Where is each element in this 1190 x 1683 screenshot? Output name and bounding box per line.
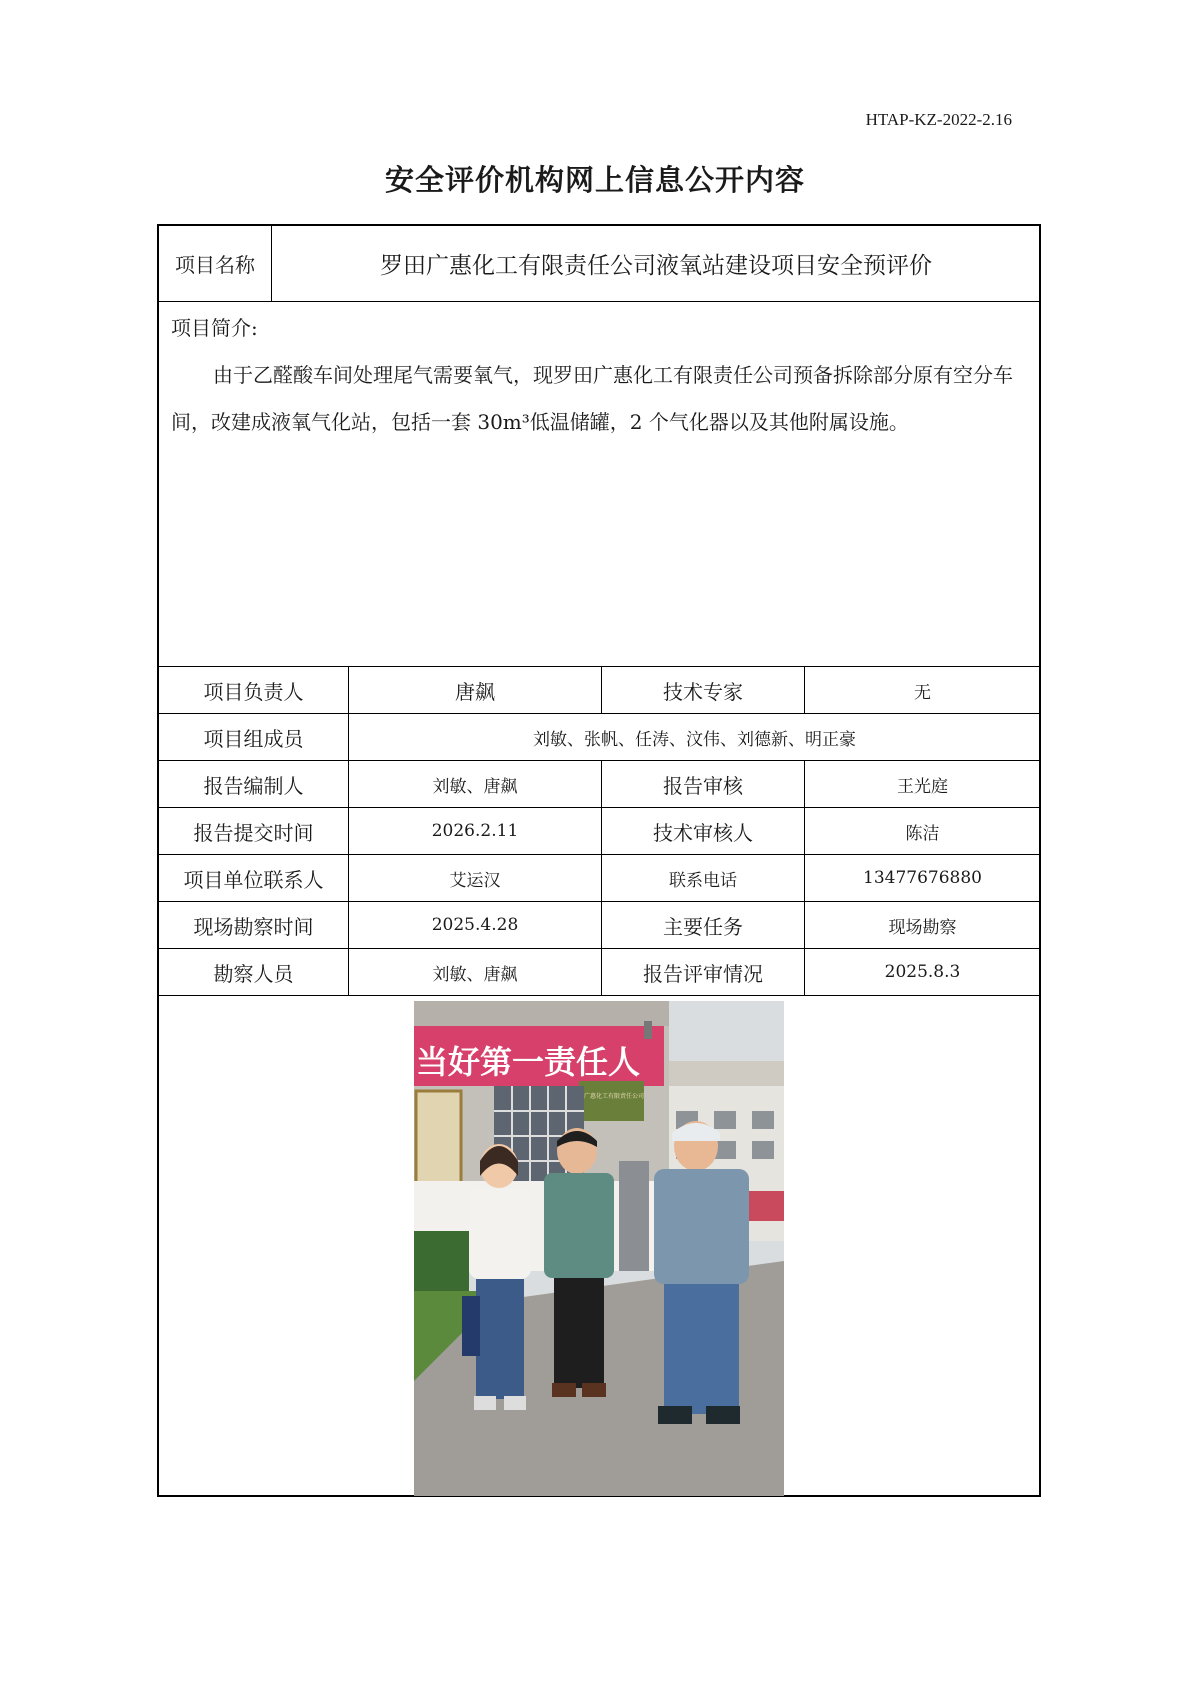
- photo-section: [159, 996, 1039, 1496]
- project-intro-text: 由于乙醛酸车间处理尾气需要氧气，现罗田广惠化工有限责任公司预备拆除部分原有空分车间，改建成液氧气化站，包括一套 30m³低温储罐，2 个气化器以及其他附属设施。: [171, 363, 1013, 434]
- project-name-value: 罗田广惠化工有限责任公司液氧站建设项目安全预评价: [380, 253, 932, 279]
- task-label: 主要任务: [602, 902, 805, 948]
- phone-label: 联系电话: [602, 855, 805, 901]
- task-value: 现场勘察: [888, 917, 957, 938]
- tech-review-value: 陈洁: [905, 823, 940, 844]
- tech-review-label: 技术审核人: [602, 808, 805, 854]
- survey-time-label: 现场勘察时间: [159, 902, 349, 948]
- leader-row: [159, 667, 1039, 714]
- contact-row: [159, 855, 1039, 902]
- contact-value: 艾运汉: [349, 855, 602, 901]
- eval-value: 2025.8.3: [884, 962, 961, 982]
- survey-time-row: [159, 902, 1039, 949]
- submit-value: 2026.2.11: [349, 808, 602, 854]
- expert-label: 技术专家: [602, 667, 805, 713]
- project-name-label: 项目名称: [159, 226, 272, 301]
- surveyors-label: 勘察人员: [159, 949, 349, 995]
- members-value: 刘敏、张帆、任涛、汶伟、刘德新、明正豪: [533, 729, 856, 750]
- author-value: 刘敏、唐飙: [349, 761, 602, 807]
- site-survey-photo: [414, 1001, 784, 1496]
- photo-plaque-text: 广惠化工有限责任公司: [584, 1093, 645, 1100]
- info-table: [157, 224, 1041, 1497]
- document-number: HTAP-KZ-2022-2.16: [865, 110, 1012, 129]
- eval-label: 报告评审情况: [602, 949, 805, 995]
- page-title: 安全评价机构网上信息公开内容: [384, 163, 805, 197]
- leader-value: 唐飙: [349, 667, 602, 713]
- phone-value: 13477676880: [863, 868, 982, 888]
- submit-row: [159, 808, 1039, 855]
- surveyors-value: 刘敏、唐飙: [349, 949, 602, 995]
- project-intro-label: 项目简介:: [171, 316, 258, 340]
- author-row: [159, 761, 1039, 808]
- review-label: 报告审核: [602, 761, 805, 807]
- leader-label: 项目负责人: [159, 667, 349, 713]
- project-name-row: [159, 226, 1039, 302]
- members-label: 项目组成员: [159, 714, 349, 760]
- author-label: 报告编制人: [159, 761, 349, 807]
- photo-banner-text: 当好第一责任人: [416, 1043, 641, 1081]
- submit-label: 报告提交时间: [159, 808, 349, 854]
- contact-label: 项目单位联系人: [159, 855, 349, 901]
- survey-time-value: 2025.4.28: [349, 902, 602, 948]
- expert-value: 无: [914, 682, 931, 703]
- review-value: 王光庭: [897, 776, 948, 797]
- members-row: [159, 714, 1039, 761]
- surveyors-row: [159, 949, 1039, 996]
- project-intro-section: [159, 302, 1039, 667]
